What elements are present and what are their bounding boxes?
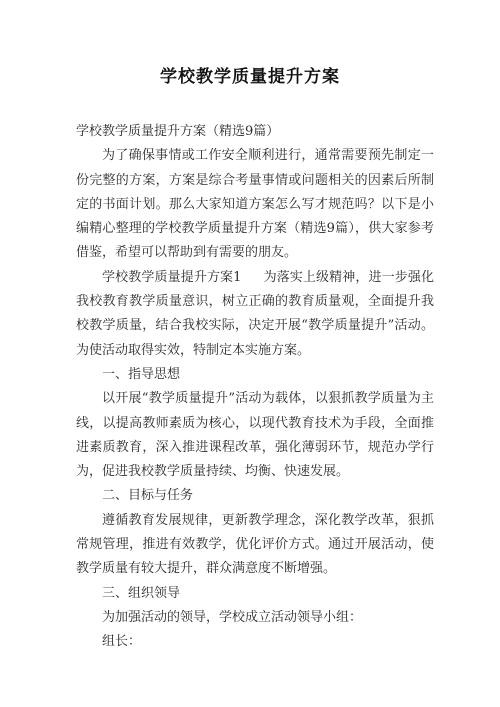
section3-heading: 三、组织领导 — [102, 585, 181, 601]
plan1-paragraph — [76, 266, 434, 363]
document-subtitle: 学校教学质量提升方案（精选9篇） — [76, 124, 280, 139]
section2-paragraph: 遵循教育发展规律，更新教学理念，深化教学改革，狠抓常规管理，推进有效教学，优化评价方式。通过开展活动，使教学质量有较大提升，群众满意度不断增强。 — [76, 512, 434, 577]
document-body — [76, 120, 434, 655]
section2-heading: 二、目标与任务 — [102, 488, 194, 504]
leader-label: 组长： — [102, 634, 142, 650]
section1-heading: 一、指导思想 — [102, 366, 181, 382]
section3-paragraph: 为加强活动的领导，学校成立活动领导小组： — [102, 609, 363, 625]
intro-paragraph: 为了确保事情或工作安全顺利进行，通常需要预先制定一份完整的方案，方案是综合考量事情或问题相关的因素后所制定的书面计划。那么大家知道方案怎么写才规范吗？以下是小编精心整理的学校教学质量提升方案（精选9篇），供大家参考借鉴，希望可以帮助到有需要的朋友。 — [76, 148, 434, 261]
document-title: 学校教学质量提升方案 — [160, 67, 340, 87]
plan1-label: 学校教学质量提升方案1 — [102, 269, 242, 285]
plan1-text: 为落实上级精神，进一步强化我校教育教学质量意识，树立正确的教育质量观，全面提升我校教学质量，结合我校实际，决定开展“教学质量提升”活动。为使活动取得实效，特制定本实施方案。 — [76, 269, 434, 358]
section1-paragraph: 以开展“教学质量提升”活动为载体，以狠抓教学质量为主线，以提高教师素质为核心，以现代教育技术为手段，全面推进素质教育，深入推进课程改革，强化薄弱环节，规范办学行为，促进我校教学质量持续、均衡、快速发展。 — [76, 391, 434, 480]
